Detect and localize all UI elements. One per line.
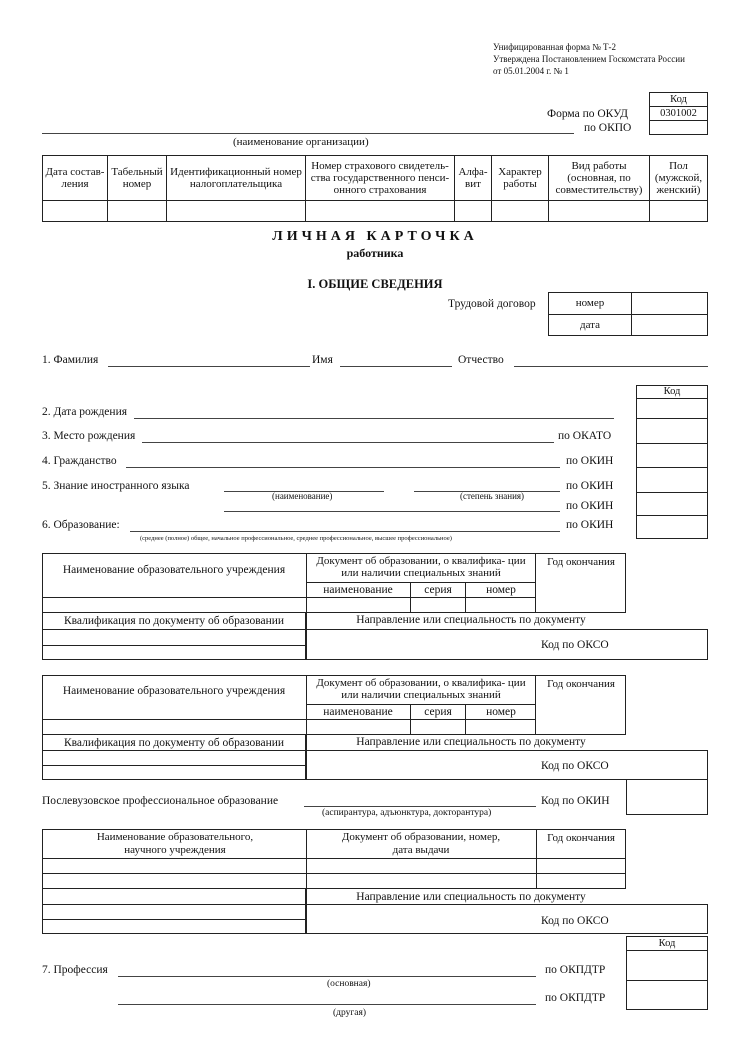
okpo-label: по ОКПО bbox=[584, 122, 632, 134]
profession-label: 7. Профессия bbox=[42, 964, 108, 976]
personnel-info-table bbox=[42, 155, 708, 222]
col-work-character: Характер работы bbox=[492, 156, 549, 201]
cell-snils[interactable] bbox=[306, 201, 455, 222]
edu1-qualification-header: Квалификация по документу об образовании bbox=[63, 615, 285, 627]
edu1-number-label: номер bbox=[486, 584, 516, 596]
code-column-box bbox=[636, 398, 708, 539]
okato-label: по ОКАТО bbox=[558, 430, 612, 442]
cell-gender[interactable] bbox=[650, 201, 708, 222]
edu2-specialty-header: Направление или специальность по документу bbox=[356, 736, 586, 748]
birth-date-label: 2. Дата рождения bbox=[42, 406, 128, 418]
postgrad-okin-label: Код по ОКИН bbox=[541, 795, 610, 807]
code-divider bbox=[636, 515, 708, 516]
profession-other-caption: (другая) bbox=[333, 1008, 367, 1018]
card-title: ЛИЧНАЯ КАРТОЧКА bbox=[272, 229, 478, 244]
education-okin-label: по ОКИН bbox=[566, 519, 614, 531]
language-degree-caption: (степень знания) bbox=[460, 491, 525, 501]
profession-okpdtr-label: по ОКПДТР bbox=[545, 964, 606, 976]
okud-label: Форма по ОКУД bbox=[547, 108, 628, 120]
education-field[interactable] bbox=[130, 531, 560, 532]
sci-okso-label: Код по ОКСО bbox=[541, 915, 609, 927]
edu1-doc-name-label: наименование bbox=[323, 584, 393, 596]
organization-name-line[interactable] bbox=[42, 133, 574, 134]
edu1-year-header: Год окончания bbox=[547, 556, 615, 568]
card-subtitle: работника bbox=[346, 246, 404, 260]
sci-row-divider bbox=[42, 873, 626, 874]
form-header-line3: от 05.01.2004 г. № 1 bbox=[493, 66, 569, 76]
code-divider bbox=[636, 443, 708, 444]
sci-lower-frame bbox=[42, 888, 306, 934]
form-header-line1: Унифицированная форма № Т-2 bbox=[493, 42, 617, 52]
edu2-okso-label: Код по ОКСО bbox=[541, 760, 609, 772]
sci-okso-frame bbox=[306, 904, 708, 934]
col-tab-number: Табельный номер bbox=[108, 156, 167, 201]
postgrad-field[interactable] bbox=[304, 806, 536, 807]
organization-caption: (наименование организации) bbox=[233, 136, 369, 148]
profession-code-header: Код bbox=[626, 936, 708, 951]
col-gender: Пол (мужской, женский) bbox=[650, 156, 708, 201]
edu2-number-label: номер bbox=[486, 706, 516, 718]
cell-date[interactable] bbox=[43, 201, 108, 222]
section-title: I. ОБЩИЕ СВЕДЕНИЯ bbox=[307, 277, 443, 291]
surname-field[interactable] bbox=[108, 366, 310, 367]
postgrad-code-box[interactable] bbox=[626, 780, 708, 815]
cell-tab-number[interactable] bbox=[108, 201, 167, 222]
edu1-qual-divider-2 bbox=[42, 645, 306, 646]
code-divider bbox=[636, 467, 708, 468]
contract-date-label: дата bbox=[549, 314, 632, 336]
profession-main-caption: (основная) bbox=[327, 979, 371, 989]
sci-institution-header: Наименование образовательного, научного учреждения bbox=[96, 831, 254, 856]
profession-code-main[interactable] bbox=[626, 950, 708, 981]
col-date: Дата состав- ления bbox=[43, 156, 108, 201]
cell-work-type[interactable] bbox=[549, 201, 650, 222]
edu2-okso-frame bbox=[306, 750, 708, 780]
okpo-code-box[interactable] bbox=[649, 120, 708, 135]
sci-document-header: Документ об образовании, номер, дата выдачи bbox=[341, 831, 501, 856]
edu1-institution-header: Наименование образовательного учреждения bbox=[62, 564, 286, 576]
edu2-series-label: серия bbox=[424, 706, 452, 718]
code-column-header: Код bbox=[636, 385, 708, 399]
cell-alphabet[interactable] bbox=[455, 201, 492, 222]
edu2-qual-divider-2 bbox=[42, 765, 306, 766]
edu1-okso-label: Код по ОКСО bbox=[541, 639, 609, 651]
birth-place-label: 3. Место рождения bbox=[42, 430, 136, 442]
patronymic-label: Отчество bbox=[458, 354, 504, 366]
postgrad-label: Послевузовское профессиональное образование bbox=[42, 795, 279, 807]
col-inn: Идентификационный номер налогоплательщика bbox=[167, 156, 306, 201]
birth-date-field[interactable] bbox=[134, 418, 614, 419]
contract-label: Трудовой договор bbox=[448, 298, 536, 310]
edu1-okso-frame bbox=[306, 629, 708, 660]
cell-inn[interactable] bbox=[167, 201, 306, 222]
code-divider bbox=[636, 418, 708, 419]
patronymic-field[interactable] bbox=[514, 366, 708, 367]
education-caption: (среднее (полное) общее, начальное профессиональное, среднее профессиональное, высшее профессиональное) bbox=[140, 535, 452, 542]
col-alphabet: Алфа- вит bbox=[455, 156, 492, 201]
profession-other-field[interactable] bbox=[118, 1004, 536, 1005]
contract-date-field[interactable] bbox=[632, 314, 708, 336]
edu1-document-header: Документ об образовании, о квалифика- ции или наличии специальных знаний bbox=[316, 555, 526, 579]
okud-code-header: Код bbox=[649, 92, 708, 107]
citizenship-field[interactable] bbox=[126, 467, 560, 468]
edu2-year-frame bbox=[536, 675, 626, 735]
sci-header-divider bbox=[42, 858, 626, 859]
sci-year-header: Год окончания bbox=[547, 832, 615, 844]
col-work-type: Вид работы (основная, по совместительству) bbox=[549, 156, 650, 201]
col-snils: Номер страхового свидетель- ства государственного пенси- онного страхования bbox=[306, 156, 455, 201]
sci-divider-4 bbox=[42, 919, 306, 920]
postgrad-caption: (аспирантура, адъюнктура, докторантура) bbox=[322, 808, 492, 818]
edu2-qualification-header: Квалификация по документу об образовании bbox=[63, 737, 285, 749]
sci-specialty-header: Направление или специальность по документу bbox=[356, 891, 586, 903]
language-okin-label-2: по ОКИН bbox=[566, 500, 614, 512]
surname-label: 1. Фамилия bbox=[42, 354, 99, 366]
edu2-document-header: Документ об образовании, о квалифика- ции или наличии специальных знаний bbox=[316, 677, 526, 701]
cell-work-character[interactable] bbox=[492, 201, 549, 222]
edu2-doc-name-label: наименование bbox=[323, 706, 393, 718]
citizenship-okin-label: по ОКИН bbox=[566, 455, 614, 467]
name-field[interactable] bbox=[340, 366, 452, 367]
contract-number-field[interactable] bbox=[632, 293, 708, 315]
edu1-series-label: серия bbox=[424, 584, 452, 596]
citizenship-label: 4. Гражданство bbox=[42, 455, 117, 467]
edu1-specialty-header: Направление или специальность по документу bbox=[356, 614, 586, 626]
language-okin-label: по ОКИН bbox=[566, 480, 614, 492]
edu1-year-frame bbox=[536, 553, 626, 613]
code-divider bbox=[636, 492, 708, 493]
language-second-field[interactable] bbox=[224, 511, 560, 512]
contract-number-label: номер bbox=[549, 293, 632, 315]
language-label: 5. Знание иностранного языка bbox=[42, 480, 190, 492]
edu2-year-header: Год окончания bbox=[547, 678, 615, 690]
edu2-institution-header: Наименование образовательного учреждения bbox=[62, 685, 286, 697]
profession-okpdtr-label-2: по ОКПДТР bbox=[545, 992, 606, 1004]
form-header-line2: Утверждена Постановлением Госкомстата России bbox=[493, 54, 685, 64]
birth-place-field[interactable] bbox=[142, 442, 554, 443]
name-label: Имя bbox=[312, 354, 333, 366]
education-label: 6. Образование: bbox=[42, 519, 120, 531]
okud-code-box[interactable]: 0301002 bbox=[649, 106, 708, 121]
language-name-caption: (наименование) bbox=[272, 491, 333, 501]
profession-code-other[interactable] bbox=[626, 980, 708, 1010]
sci-vline-2 bbox=[536, 829, 537, 889]
contract-table bbox=[548, 292, 708, 336]
profession-main-field[interactable] bbox=[118, 976, 536, 977]
